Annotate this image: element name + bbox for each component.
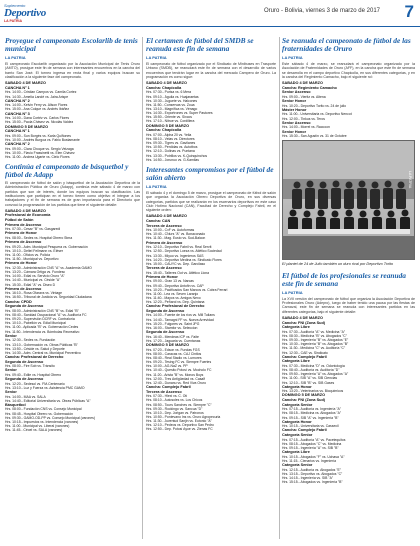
article-headline: Se reanuda el campeonato de fútbol de las fraternidades de Oruro (282, 37, 411, 53)
fixture-heading: SABADO 4 DE MARZO (282, 81, 323, 86)
fixture-line: Hrs. 09:00.- Vieritz vs. Altena (282, 94, 326, 99)
article-headline: Continúa el campeonato de básquetbol y fútbol de Adapp (5, 162, 129, 180)
article-headline: Interesantes compromisos por el fútbol de salón abierto (146, 164, 274, 182)
fixture-line: Hrs. 10:15.- Universitaria vs. Cassecil (282, 424, 339, 429)
fixture-line: Hrs. 12:30.- Sedes vs. Fundación (5, 338, 56, 343)
fixture-line: Hrs. 10:30.- Ingeniería "B" vs. Abogados "B" (282, 342, 349, 347)
fixture-line: Hrs. 13:20.- Veterinarios vs. Bioquímicos (282, 389, 344, 394)
fixture-line: Hrs. 14:00.- Cristian Campos vs. Camila Cortez (5, 90, 77, 95)
fixture-heading: Senior (5, 389, 17, 394)
fixture-list (146, 81, 276, 162)
fixture-line: Hrs. 13:10.- Luz y Fuerza vs. Asistencia PMC GAMO (5, 385, 85, 390)
fixture-heading: Tercera de Ascenso (146, 266, 182, 271)
fixture-line: Hrs. 08:00.- Administración CNS "B" vs. Edial "B" (5, 308, 79, 313)
fixture-line: Hrs. 14:30.- Exportrones vs. Super Pastores (146, 111, 213, 116)
fixture-heading: Máster Honor (282, 107, 307, 112)
fixture-heading: Segunda de Ascenso (5, 359, 44, 364)
fixture-heading: Cancha: Complejo Fabril (282, 354, 327, 359)
fixture-line: Hrs. 13:30.- Potrillos vs. K-Quinquinchos (146, 153, 208, 158)
fixture-line: Hrs. 09:20.- Adm. Municipal Pesquera vs. Gobernación (5, 244, 88, 249)
fixture-line: Hrs. 17:20.- Jaguaria vs. Cuentanas (146, 338, 201, 343)
fixture-line: Hrs. 12:15.- Auditoría vs. Abogados "E" (282, 467, 341, 472)
fixture-line: Hrs. 09:40.- Edile vs. Hospital Obrero (5, 372, 62, 377)
page-header (0, 0, 420, 27)
fixture-list (282, 316, 415, 484)
fixture-line: Hrs. 09:40.- Deportivo Antofin vs. CAP (146, 283, 204, 288)
fixture-line: Hrs. 12:00.- Tres Antigüedad vs. Casalf (146, 376, 205, 381)
fixture-line: Hrs. 15:40.- Talleres Out vs. Atlético Llona (146, 270, 210, 275)
column-3 (282, 37, 415, 542)
fixture-heading: CANCHA N° 2 (5, 98, 30, 103)
fixture-line: Hrs. 12:50.- Dep. Potosí Ayoe vs. Zienas FC (146, 427, 213, 432)
fixture-line: Hrs. 12:40.- Dunanu vs. Red Viva Oruro (146, 380, 207, 385)
fixture-heading: Cancha: Profesional de Derecho (5, 354, 64, 359)
fixture-list (5, 209, 140, 433)
fixture-line: Hrs. 08:10.- Autosoles vs. Los Chicos (146, 398, 203, 403)
column-2 (146, 37, 276, 542)
fixture-line: Hrs. 08:40.- Sanidad Ocupacional "A" vs. Auditoría FC (5, 312, 87, 317)
fixture-heading: Categoría Honor (282, 384, 312, 389)
fixture-heading: CANCHA N° 1 (5, 85, 30, 90)
fixture-heading: CANCHA N° 3 (5, 111, 30, 116)
fixture-line: Hrs. 11:50.- Intendencia vs. Bómbolas Recreativo (5, 329, 80, 334)
article-headline: Proyegue el campeonato Escolarlib de tenis municipal (5, 37, 138, 53)
fixture-line: Hrs. 15:50.- Oriente vs. Sixcos (146, 115, 192, 120)
fixture-line: Hrs. 14:30.- Adm. Central vs. Municipal Preventivo (5, 350, 81, 355)
fixture-line: Hrs. 09:30.- GAMO-OD-PP vs. Consejo Municipal (varones) (5, 415, 96, 420)
fixture-line: Hrs. 11:00.- Lea vs. Seven Laranjo (146, 291, 199, 296)
fixture-line: Hrs. 12:30.- CAE vs. Sindicato (282, 350, 328, 355)
fixture-heading: Categoría Libre (282, 450, 310, 455)
fixture-line: Hrs. 11:00.- Oficios vs. Policia (5, 253, 50, 258)
fixture-line: Hrs. 10:50.- Perdidas vs. Autotbos (146, 145, 198, 150)
fixture-line: Hrs. 14:15.- Ingeniería vs. SIB "A" (282, 475, 334, 480)
fixture-line: Hrs. 16:50.- Tribunal de Justicia vs. Seguridad Ciudadana (5, 295, 92, 300)
fixture-line: Hrs. 10:10.- Pabellón vs. Edial Municipal (5, 321, 66, 326)
article-body: El campeonato de fútbol de salón y básquetbol de la Asociación Deportiva de la Administración Pública de Oruro (Adapp), continúa este sábado 4 de marzo con partidos que son de interés, donde los equipos buscan su clasificación. Las instituciones que participan en el torneo tienen como objetivo el integrar a los trabajadores y el fin de semana es de gran importancia para el Directorio que convocó la programación de los partidos que tiene el siguiente detalle: (5, 181, 140, 207)
fixture-line: Hrs. 17:10.- Nitrue vs. Cordillera (146, 119, 195, 124)
fixture-heading: Senior (5, 333, 17, 338)
fixture-line: Hrs. 13:10.- Magnífica vs. Vénago (146, 107, 198, 111)
fixture-line: Hrs. 10:15.- Impuestos vs. Intendencia (varones) (5, 419, 79, 424)
article-section: LA PATRIA (146, 55, 167, 60)
fixture-line: Hrs. 10:10.- Dep. Jorigan vs. Patronos (146, 410, 204, 415)
fixture-line: Hrs. 09:30.- Rockingo vs. Sancua "D" (146, 406, 203, 411)
fixture-line: Hrs. 07:20.- Edson vs. Fundas FGS (146, 347, 200, 352)
article-body: La XVII versión del campeonato de fútbol que organiza la Asociación Deportiva de Profesionales Oruro (Adepro), luego de haber tenido una pausa por las fiestas de Carnaval, este fin de semana se reanuda con interesantes partidos en las diferentes categorías, bajo el siguiente detalle: (282, 296, 415, 314)
fixture-line: Hrs. 11:00.- Andrea Ugarte vs. Cielo Flores (5, 154, 70, 159)
fixture-line: Hrs. 10:50.- Pontevano Ins vs. Oruro Agropecuria (146, 414, 221, 419)
photo-credit: LA PATRIA (408, 171, 412, 189)
fixture-heading: Categoría Libre (282, 359, 310, 364)
article-headline: El fútbol de los profesionales se reanuda este fin de semana (282, 270, 407, 288)
fixture-line: Hrs. 12:20.- Peñarol vs. Dep. Quintana (146, 300, 205, 305)
fixture-line: Hrs. 10:00.- Andrés Burgoa vs. Fabio Bustamante (5, 137, 80, 142)
fixture-line: Hrs. 11:45.- Céoel vs. SALA (varones) (5, 428, 63, 433)
fixture-line: Hrs. 14:40.- Tamagni FF vs. Nueva Arrevidad (146, 317, 214, 322)
logo-supertitle: Suplemento (4, 3, 26, 8)
fixture-line: Hrs. 14:40.- Municipal vs. Céside "A" (5, 278, 61, 283)
article-section: LA PATRIA (282, 289, 303, 295)
fixture-heading: CANCHA N° 1 (5, 129, 30, 134)
fixture-heading: Primera de Ascenso (5, 286, 42, 291)
fixture-list (146, 214, 276, 431)
fixture-line: Hrs. 07:15.- Auditoría vs. Ingeniería "A" (282, 407, 341, 412)
fixture-heading: SABADO 4 DE MARZO (146, 214, 187, 219)
fixture-heading: Categoría Libre (282, 325, 310, 330)
fixture-line: Hrs. 09:10.- Águila vs. Huajaraetas (146, 94, 199, 99)
article-section: LA PATRIA (146, 183, 167, 189)
fixture-line: Hrs. 15:30.- San Agustín vs. 31 de Octubre (282, 134, 347, 139)
fixture-list (5, 81, 140, 159)
fixture-line: Hrs. 14:00.- Fuente de los ríos vs. Mill Tulians (146, 313, 215, 318)
article-section: LA PATRIA (282, 55, 303, 60)
fixture-heading: SABADO 4 DE MARZO (5, 81, 46, 86)
fixture-line: Hrs. 16:40.- Mendeas ICP vs. Faite (146, 334, 199, 339)
fixture-line: Hrs. 10:20.- Deportivo Torito vs. 24 de julio (282, 103, 347, 108)
fixture-heading: Cancha: CAN (146, 218, 171, 223)
fixture-line: Hrs. 07:15.- Auditoría "A" vs. Pacetequitos (282, 437, 346, 442)
fixture-line: Hrs. 12:20.- Sedesol vs. FM-Centenario (5, 381, 65, 386)
fixture-line: Hrs. 16:10.- Rosa Ofaraxs vs. Vintage (5, 291, 63, 296)
fixture-line: Hrs. 13:30.- Miyuo vs. Ingenieros SAS (146, 253, 204, 258)
fixture-heading: Cancha: Chapicolla (146, 85, 182, 90)
fixture-line: Hrs. 10:10.- Deltel Fellmann vs. Eléser (5, 248, 64, 253)
logo-title: Deportivo (4, 7, 46, 19)
fixture-line: Hrs. 14:00.- Edial vs. Servicio Oruro "A" (5, 274, 65, 279)
fixture-heading: Primera de Honor (5, 261, 37, 266)
fixture-line: Hrs. 08:00.- Sedes vs. Hospital Obrero Stma (5, 235, 73, 240)
fixture-line: Hrs. 14:20.- Deportivo Medina vs. Sindicato Flores (146, 257, 222, 262)
fixture-heading: CANCHA N° 2 (5, 142, 30, 146)
team-photo-image (283, 141, 415, 260)
fixture-heading: Senior Honor (282, 129, 307, 134)
fixture-line: Hrs. 11:15.- Cienarios vs. Ingeniería (282, 458, 337, 463)
fixture-heading: Cancha: Regimiento Camacho (282, 85, 337, 90)
fixture-heading: Primera de Ascenso (5, 240, 42, 245)
fixture-line: Hrs. 10:20.- Pacificados San Marcos vs. Cobra Ferrari (146, 287, 228, 292)
fixture-line: Hrs. 14:00.- MAA vs. SALA (5, 394, 46, 399)
fixture-heading: Segunda de Ascenso (5, 377, 44, 382)
fixture-heading: Cancha: Profesional de Derecho (146, 304, 205, 309)
fixture-line: Hrs. 12:50.- Deportivo Loeza vs. Atlético Sociedad (146, 249, 222, 254)
fixture-heading: Primera de Ascenso (5, 222, 42, 227)
fixture-line: Hrs. 12:10.- SIB "B" vs. SIB Gases (282, 380, 335, 385)
fixture-heading: Senior Ascenso (282, 120, 311, 125)
column-divider (279, 37, 280, 539)
fixture-line: Hrs. 16:00.- Stamfor vs. Seleccion (146, 325, 198, 330)
article-section: LA PATRIA (5, 55, 26, 60)
team-photo (282, 140, 415, 260)
fixture-line: Hrs. 11:30.- Mag. Eusto vs. Sud-Balcon (146, 236, 206, 241)
fixture-heading: Profesional de Economía (5, 213, 51, 218)
photo-caption: El plantel de 24 de Julio también un duro rival por Deportivo Torito (282, 262, 394, 267)
fixture-line: Hrs. 14:00.- Kelvin Ferry vs. Alison Flores (5, 103, 68, 108)
fixture-line: Hrs. 08:15.- Medicina vs. Abogados "A" (282, 411, 342, 416)
fixture-line: Hrs. 10:15.- Abogados "F" vs. Uchasa "A" (282, 454, 345, 459)
fixture-heading: Tercera de Ascenso (146, 223, 182, 228)
fixture-list (282, 81, 415, 138)
fixture-heading: Senior Ascenso (282, 90, 311, 95)
fixture-heading: Primera de Honor (146, 274, 178, 279)
fixture-heading: Cancha: Chapicolla (146, 128, 182, 133)
fixture-line: Hrs. 15:00.- Ana Colque vs. Andrés Ibáñez (5, 107, 70, 112)
fixture-line: Hrs. 13:20.- Cámara Ortiga vs. Fundesc (5, 270, 66, 275)
fixture-line: Hrs. 15:15.- Abogados vs. Ingeniería "B" (282, 480, 343, 485)
fixture-heading: SABADO 4 DE MARZO (5, 208, 46, 213)
fixture-line: Hrs. 08:00.- Fire Sob vs. Tránsito (5, 364, 55, 369)
fixture-heading: Senior Honor (282, 99, 307, 104)
fixture-heading: Cancha: Complejo Fabril (146, 385, 191, 390)
fixture-heading: Segunda de Ascenso (146, 330, 185, 335)
fixture-line: Hrs. 08:00.- Fundación CNS vs. Consejo Municipal (5, 407, 82, 412)
fixture-heading: Cancha: CPDD (5, 299, 32, 304)
fixture-heading: Segunda de Ascenso (5, 304, 44, 309)
article-body: El campeonato Escolarlib organizado por la Asociación Municipal de Tenis Oruro (AMTO), prosigue este fin de semana con interesantes encuentros en la cancha del barrio San José. El torneo ingresa en recta final y varios equipos buscan su clasificación a la siguiente fase del campeonato. (5, 62, 140, 79)
fixture-line: Hrs. 13:50.- Céside vs. Salud y Deporte (5, 346, 65, 351)
fixture-line: Hrs. 11:40.- Mayos vs. Amigos Nexo (146, 295, 201, 300)
fixture-line: Hrs. 09:15.- SIB "A" vs. Ingeniería "B" (282, 415, 339, 420)
fixture-line: Hrs. 08:45.- Hospital Obrero vs. Gobernación (5, 411, 74, 416)
fixture-heading: DOMINGO 5 DE MARZO (5, 124, 49, 129)
fixture-line: Hrs. 14:30.- Amelia Landé vs. Jaira Arispe (5, 94, 69, 99)
fixture-line: Hrs. 09:30.- Tigres vs. Gavilanes (146, 141, 196, 146)
fixture-line: Hrs. 11:50.- Conservas vs. Zoua (146, 102, 195, 107)
fixture-line: Hrs. 15:00.- CAUYC vs. Dep. Garcilaso (146, 261, 206, 266)
fixture-line: Hrs. 10:00.- AG-NaZ vs. PP (146, 364, 188, 369)
article-body: Este sábado 4 de marzo, se reanudará el campeonato organizado por la Asociación de Fraternidades de Oruro (AFF), en la cancha que este fin de semana se desarrolla en el campo deportivo Chapicolla, en sus diferentes categorías, y en la cancha del Regimiento Camacho, bajo el siguiente rol: (282, 62, 415, 79)
fixture-line: Hrs. 14:00.- Dana Cortéz vs. Carlos Flores (5, 116, 70, 121)
fixture-line: Hrs. 08:15.- Abogados "C" vs. Medicina (282, 441, 342, 446)
dateline: Oruro - Bolivia, viernes 3 de marzo de 2017 (263, 8, 380, 14)
fixture-line: Hrs. 10:40.- CNurs "A" vs. Bonaconado (146, 232, 206, 237)
fixture-heading: DOMINGO 5 DE MARZO (146, 123, 190, 128)
fixture-heading: DOMINGO 5 DE MARZO (146, 343, 190, 348)
fixture-line: Hrs. 13:10.- Gobernación vs. Obras Públicas "B" (5, 342, 78, 347)
fixture-heading: Segunda de Ascenso (146, 308, 185, 313)
fixture-heading: Senior (5, 368, 17, 373)
article-body: El campeonato de fútbol organizado por el Sindicato de Minibuses en Trasporte Urbano (SMDB), se reanudará este fin de semana con el desarrollo de varios encuentros que tendrán lugar en la cancha del mercado Campero de Oruro. La programación es como sigue: (146, 62, 276, 79)
fixture-heading: SABADO 4 DE MARZO (282, 315, 323, 320)
newspaper-logo (4, 3, 56, 23)
fixture-line: Hrs. 11:00.- Universitaria vs. Deportivo Nencot (282, 112, 352, 117)
fixture-line: Hrs. 09:00.- Gran 13 vs. Narcas (146, 279, 194, 284)
fixture-line: Hrs. 07:30.- Medicina "D" vs. Odontología (282, 363, 345, 368)
fixture-heading: Categoría Honor (282, 419, 312, 424)
fixture-line: Hrs. 08:40.- Real Stadio vs. Lumores (146, 355, 202, 360)
fixture-line: Hrs. 12:10.- Deportivo Fabril vs. Real Servit (146, 245, 212, 250)
fixture-line: Hrs. 09:50.- Ingeniería "A" vs. Abogados "A" (282, 372, 349, 377)
logo-subtitle: LA PATRIA (4, 19, 23, 23)
fixture-line: Hrs. 08:30.- Medicina "B" vs. Abogados "C" (282, 333, 347, 338)
fixture-heading: Cancha: Complejo Fabril (282, 428, 327, 433)
fixture-line: Hrs. 14:00.- Morrel vs. Raccoon (282, 125, 330, 130)
fixture-line: Hrs. 10:30.- Juguete vs. Halcones (146, 98, 198, 103)
fixture-line: Hrs. 12:00.- Tinkus vs. Teros (282, 116, 325, 121)
fixture-line: Hrs. 11:00.- Aplicada "B" vs. Gobernación Cedes (5, 325, 79, 330)
fixture-heading: Primera de Honor (5, 231, 37, 236)
fixture-heading: Categoría Senior (282, 402, 313, 407)
fixture-line: Hrs. 09:00.- Sun Borgés vs. Karla Quiñones (5, 133, 71, 138)
fixture-line: Hrs. 12:30.- Administración CNS "A" vs. Academia GAMO (5, 265, 92, 270)
fixture-line: Hrs. 10:00.- Flavio Frassinetti vs. Elen Chávez (5, 150, 75, 155)
fixture-line: Hrs. 10:40.- Quesito Potosí vs. Mocholo FC (146, 368, 212, 373)
fixture-line: Hrs. 11:00.- Municipal vs. Liberal (varones) (5, 424, 70, 429)
fixture-line: Hrs. 12:10.- Pedeos vs. Deportivo San Pedro (146, 423, 214, 428)
fixture-line: Hrs. 07:30.- Hlexi vs. C. Oti (146, 394, 188, 399)
fixture-line: Hrs. 09:00.- Clara Choque vs. Sergio Veizaga (5, 146, 74, 151)
fixture-line: Hrs. 14:50.- Jorunuo vs. G-Kamilas (146, 157, 199, 162)
fixture-line: Hrs. 12:10.- Dolinas vs. Puntana (146, 149, 195, 154)
fixture-line: Hrs. 09:20.- Tesing FC vs. Siempre Fuertes (146, 360, 212, 365)
fixture-line: Hrs. 10:00.- CxF vs. Autoformas (146, 228, 195, 233)
fixture-line: Hrs. 11:00.- SIB "A" vs. SIB Ciencias (282, 376, 338, 381)
fixture-line: Hrs. 07:30.- Purisa vs. 6 Mera (146, 90, 192, 95)
fixture-heading: Cancha: FNI (Zona Sud) (282, 398, 326, 402)
fixture-heading: Cancha: FNI (Zona Sud) (282, 320, 326, 325)
fixture-line: Hrs. 14:40.- Editorial Universitaria vs. Obras Públicas "A" (5, 398, 91, 403)
fixture-line: Hrs. 15:00.- Paola Chávez vs. Nicolás Valdez (5, 120, 74, 125)
fixture-line: Hrs. 08:50.- Tours Sanches vs. Siempre "C" (146, 402, 212, 407)
fixture-line: Hrs. 11:50.- Municipal vs. Deportivo (5, 257, 59, 262)
fixture-line: Hrs. 08:40.- Auditoría vs. Auditoría "D" (282, 368, 340, 373)
fixture-line: Hrs. 15:30.- Edial "A" vs. Diseo D (5, 282, 56, 287)
column-divider (142, 37, 143, 539)
fixture-line: Hrs. 08:10.- Velas vs. Directores (146, 136, 195, 141)
fixture-line: Hrs. 09:20.- Supervisión DCRF vs. Contraloría (5, 317, 75, 322)
fixture-line: Hrs. 11:30.- Medicina "C" vs. Auditoría "C" (282, 346, 346, 351)
fixture-line: Hrs. 11:30.- Juventud Sanjin vs. Eutonio "A" (146, 419, 212, 424)
column-1 (5, 37, 140, 542)
fixture-line: Hrs. 13:15.- Deportivo vs. Abogados "C" (282, 471, 343, 476)
fixture-heading: DOMINGO 5 DE MARZO (282, 393, 326, 398)
fixture-heading: Categoría Senior (282, 462, 313, 467)
fixture-line: Hrs. 07:00.- Alpha 20 vs. Yelia (146, 132, 192, 137)
fixture-heading: Tercera de Ascenso (146, 389, 182, 394)
fixture-heading: Fútbol de Salón (5, 218, 34, 223)
fixture-line: Hrs. 07:30.- Auditoría "A" vs. Medicina "A" (282, 329, 346, 334)
article-headline: El certamen de fútbol del SMDB se reanuda este fin de semana (146, 37, 254, 53)
fixture-heading: Primera de Ascenso (146, 240, 183, 245)
fixture-heading: Categoría Senior (282, 433, 313, 437)
fixture-heading: SABADO 4 DE MARZO (146, 81, 187, 86)
fixture-line: Hrs. 07:30.- Cesar "B" vs. Gasgaredi (5, 227, 61, 232)
article-body: El sábado 4 y el domingo 5 de marzo, prosigue el campeonato de fútbol de salón que organiza la Asociación Obrero Deportiva de Oruro, en sus diversas categorías, partidos que se realizarán en los escenarios deportivos en este caso Club Hotimo Nacional (CAN), Facultad de Derecho y Complejo Fabril, en el siguiente orden: (146, 190, 276, 213)
fixture-line: Hrs. 08:00.- Caracas vs. CAJ Cintlos (146, 351, 202, 356)
fixture-line: Hrs. 09:30.- Ingeniería "B" vs. Abogados "E" (282, 338, 349, 343)
page-number: 7 (404, 2, 414, 21)
fixture-line: Hrs. 09:15.- Ingeniería "A" vs. SIB "B" (282, 445, 339, 450)
fixture-line: Hrs. 15:20.- Fulgores vs. Saint JPG (146, 321, 200, 326)
fixture-line: Hrs. 11:20.- Arista "B" vs. Monos Boys (146, 372, 204, 377)
fixture-heading: Básquetbol (5, 402, 26, 407)
